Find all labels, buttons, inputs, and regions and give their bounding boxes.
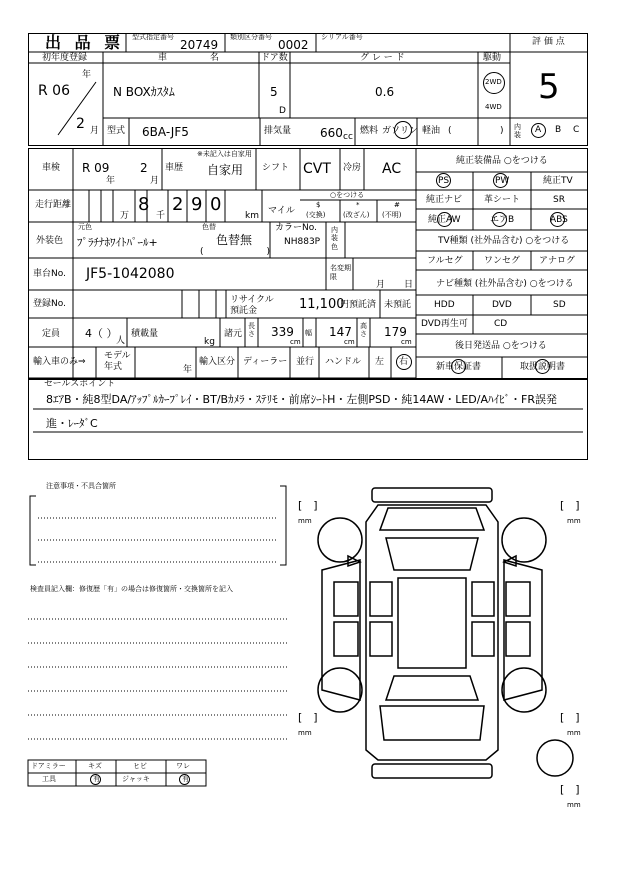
model-year-unit: 年 [183, 365, 193, 375]
sales-label: セールスポイント [44, 379, 116, 389]
month-unit: 月 [90, 126, 100, 136]
tools-have: 有 [93, 775, 100, 783]
dims-label: 諸元 [224, 329, 243, 339]
name-change-month: 月 [376, 280, 386, 290]
mm-rr: mm [567, 729, 581, 737]
color-value: ﾌﾟﾗﾁﾅﾎﾜｲﾄﾊﾟｰﾙ+ [77, 236, 158, 249]
handle-label: ハンドル [325, 357, 362, 367]
interior-a: A [535, 125, 542, 135]
doors-suffix: D [279, 106, 286, 116]
category-label: 類別区分番号 [230, 33, 272, 41]
shift-value: CVT [303, 161, 331, 177]
ac-value: AC [382, 161, 402, 177]
bracket-fl: [ ] [298, 499, 318, 512]
handle-left: 左 [375, 357, 385, 367]
jack-label: ジャッキ [122, 775, 150, 783]
name-change-day: 日 [404, 280, 414, 290]
model-label: 型式 [107, 126, 126, 136]
width-unit: cm [344, 338, 355, 346]
tools-have-circle [90, 774, 101, 785]
color-change-label: 色替 [202, 223, 216, 231]
interior-color-label: 内装色 [331, 226, 338, 251]
chassis-label: 車台No. [33, 269, 66, 279]
dealer-label: ディーラー [243, 357, 288, 367]
category-value: 0002 [278, 38, 309, 52]
height-value: 179 [384, 325, 407, 339]
later-warranty: 新車保証書 [436, 362, 482, 372]
mm-fl: mm [298, 517, 312, 525]
drive-label: 駆動 [483, 53, 502, 63]
drive-2wd: 2WD [485, 78, 502, 86]
inspector-label: 検査員記入欄：修復歴「有」の場合は修復箇所・交換箇所を記入 [30, 585, 233, 593]
mm-fr: mm [567, 517, 581, 525]
equip-aw: 純正AW [428, 215, 461, 225]
history-note: ※未記入は自家用 [197, 150, 252, 158]
shaken-month-unit: 月 [150, 176, 160, 186]
rating-value: 5 [538, 67, 560, 107]
equip-aw-circle [437, 212, 452, 227]
mile-exchange-sym: $ [316, 201, 321, 209]
crack-label: ヒビ [133, 762, 147, 770]
color-change-value: 色替無 [216, 233, 253, 247]
break-label: ワレ [176, 762, 190, 770]
length-label: 長さ [248, 322, 255, 339]
equip-ps: PS [438, 176, 450, 186]
mile-circle-note: ○をつける [330, 191, 365, 199]
mileage-man: 万 [120, 211, 130, 221]
grade-label: グ レ ー ド [360, 53, 405, 63]
later-warranty-circle [451, 359, 466, 374]
color-no-label: カラーNo. [275, 223, 317, 233]
interior-b: B [555, 125, 562, 135]
color-orig-label: 元色 [78, 223, 92, 231]
bracket-fr: [ ] [560, 499, 580, 512]
equip-tv: 純正TV [543, 176, 573, 186]
color-label: 外装色 [36, 236, 64, 246]
type-cert-value: 20749 [180, 38, 219, 52]
sales-line2: 進・ﾚｰﾀﾞC [46, 417, 98, 430]
equip-pw: PW [495, 176, 510, 186]
equip-airbag: エアB [490, 215, 515, 225]
model-year-label: モデル年式 [104, 351, 131, 372]
doors-value: 5 [270, 85, 278, 99]
mileage-label: 走行距離 [35, 200, 72, 210]
reg-no-label: 登録No. [33, 299, 66, 309]
paren-close: ) [500, 126, 504, 136]
ac-label: 冷房 [343, 163, 362, 173]
displacement-label: 排気量 [264, 126, 292, 136]
load-label: 積載量 [131, 329, 159, 339]
equip-ps-circle [436, 173, 451, 188]
width-value: 147 [329, 325, 352, 339]
mm-spare: mm [567, 801, 581, 809]
shaken-value: R 09 [82, 161, 110, 175]
interior-c: C [573, 125, 580, 135]
navi-sd: SD [553, 300, 566, 310]
navi-dvd: DVD [492, 300, 512, 310]
navi-hdd: HDD [434, 300, 455, 310]
import-type-label: 輸入区分 [199, 357, 236, 367]
capacity-value: 4（ ） [85, 327, 118, 340]
equip-abs: ABS [550, 215, 568, 225]
shaken-month: 2 [140, 161, 148, 175]
import-only-label: 輸入車のみ⇒ [33, 357, 86, 367]
grade-value: 0.6 [375, 85, 395, 99]
model-value: 6BA-JF5 [142, 125, 189, 139]
history-label: 車歴 [165, 163, 184, 173]
mile-tamper-sym: * [356, 201, 360, 209]
capacity-label: 定員 [42, 329, 61, 339]
mile-unknown-sym: # [394, 201, 400, 209]
mileage-d1: 8 [138, 194, 150, 215]
displacement-unit: cc [343, 132, 353, 142]
car-diagram [318, 488, 573, 778]
equip-leather: 革シート [484, 195, 521, 205]
first-reg-era: R 06 [38, 83, 70, 99]
first-reg-month: 2 [76, 116, 85, 132]
height-label: 高さ [360, 322, 367, 339]
parallel-label: 並行 [296, 357, 315, 367]
cd: CD [494, 319, 508, 329]
car-name-label: 車 名 [158, 53, 239, 63]
recycle-unpaid: 未預託 [384, 300, 412, 310]
color-change-paren: ( ) [200, 247, 271, 257]
type-cert-label: 型式指定番号 [132, 33, 174, 41]
equip-navi: 純正ナビ [426, 195, 463, 205]
jack-have: 有 [182, 775, 189, 783]
navi-title: ナビ種類 (社外品含む) ○をつける [436, 279, 574, 289]
color-no-value: NH883P [284, 237, 321, 247]
fuel-value: ガソリン [382, 126, 419, 136]
later-manual-circle [535, 359, 550, 374]
displacement-value: 660 [320, 126, 343, 140]
dvd-play: DVD再生可 [421, 319, 468, 329]
mile-label: マイル [268, 206, 295, 216]
recycle-label: リサイクル預託金 [230, 295, 274, 316]
height-unit: cm [401, 338, 412, 346]
tv-analog: アナログ [539, 256, 576, 266]
shift-label: シフト [262, 163, 290, 173]
shaken-label: 車検 [42, 163, 61, 173]
jack-have-circle [179, 774, 190, 785]
mileage-sen: 千 [156, 211, 166, 221]
first-reg-label: 初年度登録 [42, 53, 88, 63]
equip-sr: SR [553, 195, 565, 205]
equip-abs-circle [550, 212, 565, 227]
recycle-unit: 円預託済 [340, 300, 377, 310]
equip-airbag-circle [492, 212, 507, 227]
name-change-label: 名変期限 [330, 264, 351, 282]
handle-right: 右 [399, 357, 409, 367]
form-title: 出 品 票 [45, 33, 125, 52]
tv-title: TV種類 (社外品含む) ○をつける [438, 236, 570, 246]
interior-label: 内装 [514, 123, 521, 139]
light-oil-label: 軽油 [422, 126, 441, 136]
bracket-spare: [ ] [560, 783, 580, 796]
tools-label: 工具 [42, 775, 56, 783]
length-unit: cm [290, 338, 301, 346]
serial-label: シリアル番号 [321, 33, 363, 41]
shaken-year-unit: 年 [106, 176, 116, 186]
later-manual: 取扱説明書 [520, 362, 566, 372]
year-unit: 年 [82, 70, 92, 80]
car-name-value: N BOXｶｽﾀﾑ [113, 85, 175, 99]
mile-tamper-text: (改ざん) [343, 211, 370, 219]
fuel-circle [394, 121, 412, 139]
fuel-label: 燃料 [360, 126, 379, 136]
tv-full: フルセグ [427, 256, 463, 266]
mileage-d2: 2 [172, 194, 184, 215]
equipment-title: 純正装備品 ○をつける [456, 156, 548, 166]
mileage-unit: km [245, 211, 259, 221]
doors-label: ドア数 [261, 53, 288, 63]
bracket-rl: [ ] [298, 711, 318, 724]
mileage-d3: 9 [191, 194, 203, 215]
load-unit: kg [204, 337, 215, 347]
sales-line1: 8ｴｱB・純8型DA/ｱｯﾌﾟﾙｶｰﾌﾟﾚｲ・BT/Bｶﾒﾗ・ｽﾃﾘﾓ・前席ｼｰﾄH・左側PSD・純14AW・LED/Aﾊｲﾋﾞ・FR誤発 [46, 393, 557, 406]
recycle-value: 11,100 [299, 297, 345, 312]
equip-pw-circle [493, 173, 508, 188]
length-value: 339 [271, 325, 294, 339]
capacity-unit: 人 [116, 336, 126, 346]
mileage-d4: 0 [210, 194, 222, 215]
paren-open: ( [448, 126, 452, 136]
bracket-rr: [ ] [560, 711, 580, 724]
history-value: 自家用 [207, 163, 244, 177]
door-mirror-label: ドアミラー [31, 762, 66, 770]
mile-unknown-text: (不明) [382, 211, 402, 219]
later-title: 後日発送品 ○をつける [455, 341, 547, 351]
width-label: 幅 [305, 329, 312, 337]
drive-4wd: 4WD [485, 103, 502, 111]
rating-label: 評 価 点 [532, 37, 565, 47]
scratch-label: キズ [88, 762, 102, 770]
mile-exchange-text: (交換) [306, 211, 326, 219]
chassis-value: JF5-1042080 [86, 266, 175, 282]
tv-oneseg: ワンセグ [484, 256, 521, 266]
notes-label: 注意事項・不具合箇所 [46, 482, 116, 490]
mm-rl: mm [298, 729, 312, 737]
